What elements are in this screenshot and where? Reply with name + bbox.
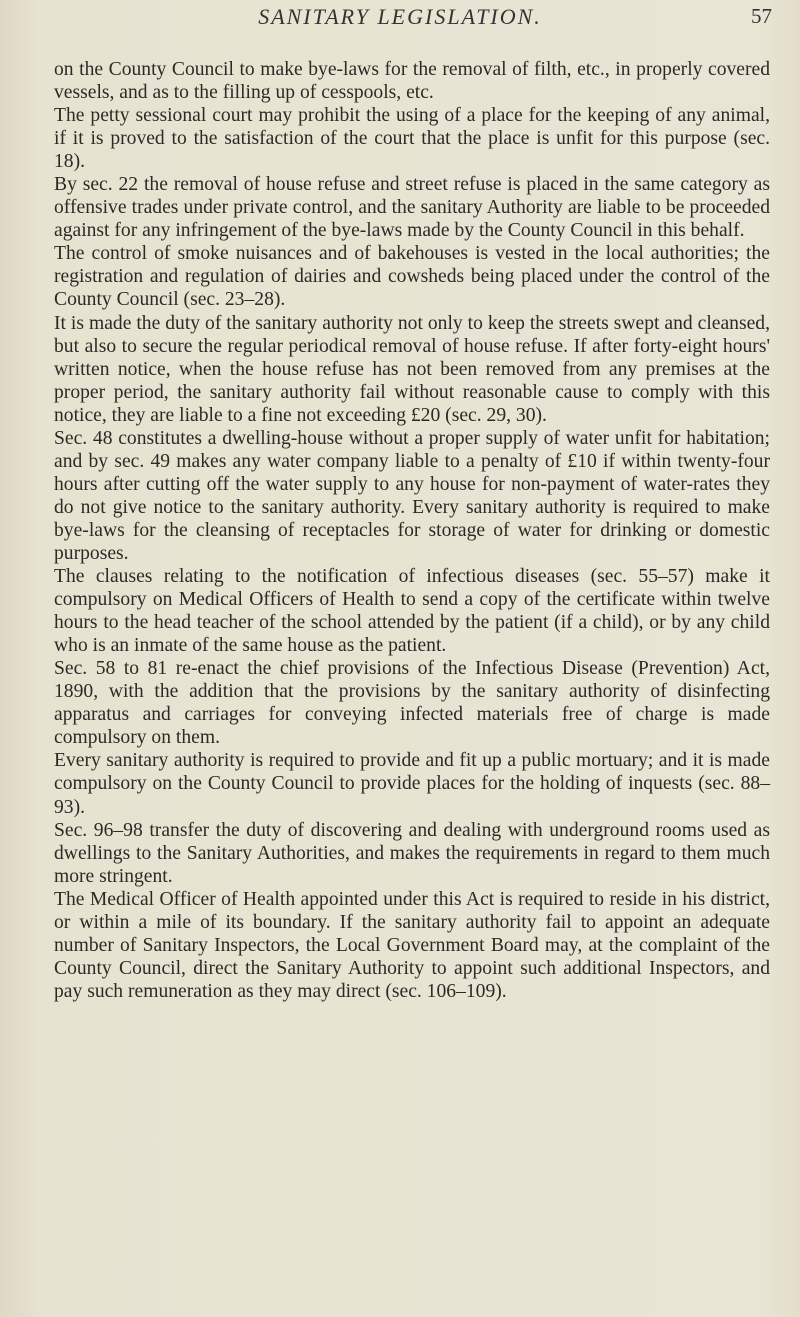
paragraph: The control of smoke nuisances and of bakehouses is vested in the local authorities; the registration and regulation of dairies and cowsheds being placed under the control of the County Council (sec. 23–28).: [54, 243, 770, 311]
page-number: 57: [751, 4, 772, 28]
body-text: [54, 58, 770, 1003]
paragraph: It is made the duty of the sanitary authority not only to keep the streets swept and cleansed, but also to secure the regular periodical removal of house refuse. If after forty-eight hours' written notice, when the house refuse has not been removed from any premises at the proper period, the sanitary authority fail without reasonable cause to comply with this notice, they are liable to a fine not exceeding £20 (sec. 29, 30).: [54, 312, 770, 426]
paragraph: The petty sessional court may prohibit the using of a place for the keeping of any animal, if it is proved to the satisfaction of the court that the place is unfit for this purpose (sec. 18).: [54, 105, 770, 173]
paragraph: By sec. 22 the removal of house refuse and street refuse is placed in the same category as offensive trades under private control, and the sanitary Authority are liable to be proceeded against for any infringement of the bye-laws made by the County Council in this behalf.: [54, 174, 770, 242]
running-head: SANITARY LEGISLATION.: [258, 4, 542, 29]
paragraph: Every sanitary authority is required to provide and fit up a public mortuary; and it is made compulsory on the County Council to provide places for the holding of inquests (sec. 88–93).: [54, 750, 770, 818]
paragraph: Sec. 96–98 transfer the duty of discovering and dealing with underground rooms used as dwellings to the Sanitary Authorities, and makes the requirements in regard to them much more stringent.: [54, 819, 770, 887]
paragraph: Sec. 48 constitutes a dwelling-house without a proper supply of water unfit for habitation; and by sec. 49 makes any water company liable to a penalty of £10 if within twenty-four hours after cutting off the water supply to any house for non-payment of water-rates they do not give notice to the sanitary authority. Every sanitary authority is required to make bye-laws for the cleansing of receptacles for storage of water for drinking or domestic purposes.: [54, 427, 770, 564]
paragraph: The Medical Officer of Health appointed under this Act is required to reside in his district, or within a mile of its boundary. If the sanitary authority fail to appoint an adequate number of Sanitary Inspectors, the Local Government Board may, at the complaint of the County Council, direct the Sanitary Authority to appoint such additional Inspectors, and pay such remuneration as they may direct (sec. 106–109).: [54, 888, 770, 1002]
paragraph: Sec. 58 to 81 re-enact the chief provisions of the Infectious Disease (Prevention) Act, 1890, with the addition that the provisions by the sanitary authority of disinfecting apparatus and carriages for conveying infected materials free of charge is made compulsory on them.: [54, 658, 770, 749]
paragraph: The clauses relating to the notification of infectious diseases (sec. 55–57) make it compulsory on Medical Officers of Health to send a copy of the certificate within twelve hours to the head teacher of the school attended by the patient (if a child), or by any child who is an inmate of the same house as the patient.: [54, 566, 770, 657]
page-header: [0, 4, 800, 40]
paragraph: on the County Council to make bye-laws for the removal of filth, etc., in properly covered vessels, and as to the filling up of cesspools, etc.: [54, 59, 770, 104]
